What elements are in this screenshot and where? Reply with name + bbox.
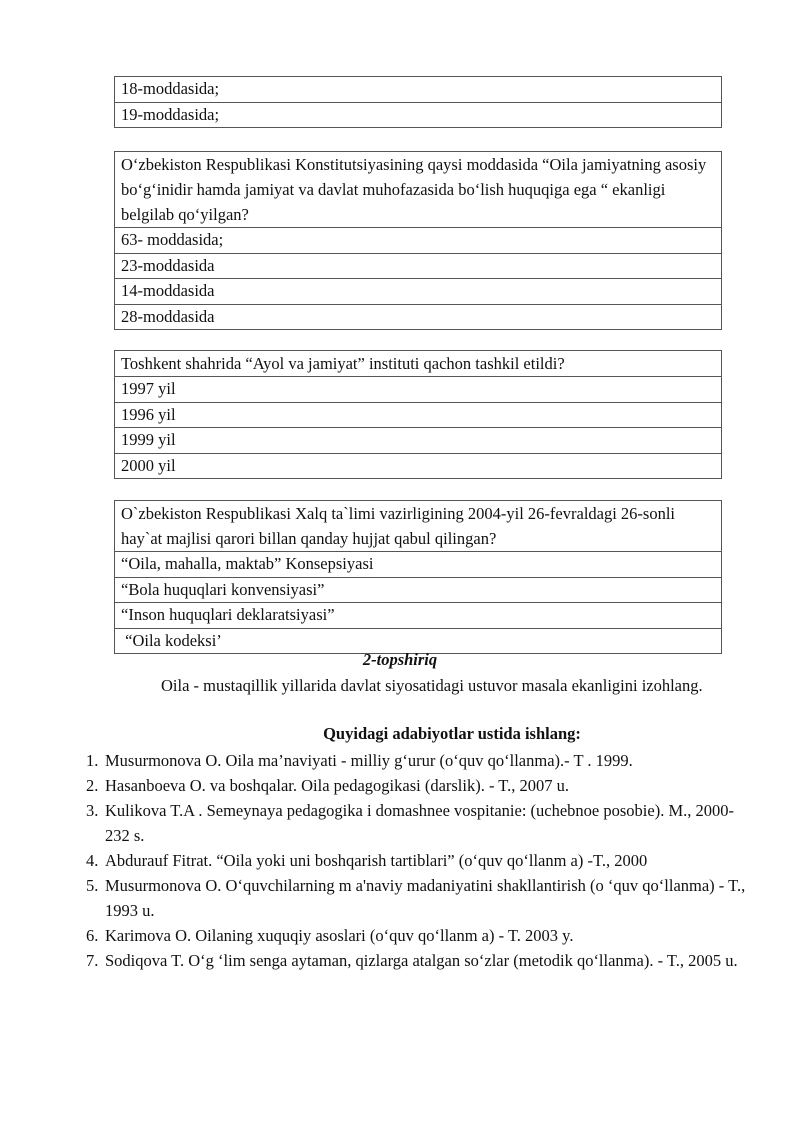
list-item-number: 2. [86,776,99,795]
list-item [86,873,746,923]
question-table-4 [114,500,722,654]
answer-option: “Oila kodeksi’ [115,628,722,654]
list-item-number: 3. [86,801,99,820]
question-table-1 [114,76,722,128]
literature-list [86,748,746,973]
question-table-3 [114,350,722,479]
question-text: O‘zbekiston Respublikasi Konstitutsiyasining qaysi moddasida “Oila jamiyatning asosiy bo‘g‘inidir hamda jamiyat va davlat muhofazasida bo‘lish huquqiga ega “ ekanligi belgilab qo‘yilgan? [115,152,722,228]
literature-heading: Quyidagi adabiyotlar ustida ishlang: [323,724,581,743]
task-body: Oila - mustaqillik yillarida davlat siyosatidagi ustuvor masala ekanligini izohlang. [161,676,703,695]
answer-option: 1996 yil [115,402,722,428]
list-item-text: Musurmonova O. Oila ma’naviyati - milliy g‘urur (o‘quv qo‘llanma).- T . 1999. [105,751,633,770]
answer-option: 1999 yil [115,428,722,454]
answer-option: 18-moddasida; [115,77,722,103]
list-item-text: Karimova O. Oilaning xuquqiy asoslari (o‘quv qo‘llanm a) - T. 2003 y. [105,926,574,945]
list-item-number: 7. [86,951,99,970]
answer-option: “Oila, mahalla, maktab” Konsepsiyasi [115,552,722,578]
list-item [86,923,746,948]
answer-option: 63- moddasida; [115,228,722,254]
list-item-text: Sodiqova T. O‘g ‘lim senga aytaman, qizlarga atalgan so‘zlar (metodik qo‘llanma). - T., 2005 u. [105,951,738,970]
list-item-text: Hasanboeva O. va boshqalar. Oila pedagogikasi (darslik). - T., 2007 u. [105,776,570,795]
answer-option: 19-moddasida; [115,102,722,128]
answer-option: 28-moddasida [115,304,722,330]
answer-option: “Inson huquqlari deklaratsiyasi” [115,603,722,629]
answer-option: “Bola huquqlari konvensiyasi” [115,577,722,603]
list-item [86,848,746,873]
question-table-2 [114,151,722,330]
list-item [86,948,746,973]
list-item-number: 4. [86,851,99,870]
answer-option: 1997 yil [115,377,722,403]
list-item-number: 5. [86,876,99,895]
list-item [86,798,746,848]
answer-option: 23-moddasida [115,253,722,279]
list-item-number: 1. [86,751,99,770]
answer-option: 14-moddasida [115,279,722,305]
list-item-number: 6. [86,926,99,945]
list-item [86,748,746,773]
question-text: O`zbekiston Respublikasi Xalq ta`limi vazirligining 2004-yil 26-fevraldagi 26-sonli hay`at majlisi qarori billan qanday hujjat qabul qilingan? [115,501,722,552]
list-item-text: Musurmonova O. O‘quvchilarning m a'naviy madaniyatini shakllantirish (o ‘quv qo‘llanma) - T., 1993 u. [105,876,746,920]
list-item-text: Abdurauf Fitrat. “Oila yoki uni boshqarish tartiblari” (o‘quv qo‘llanm a) -T., 2000 [105,851,648,870]
task-title: 2-topshiriq [362,650,438,669]
list-item-text: Kulikova T.A . Semeynaya pedagogika i domashnee vospitanie: (uchebnoe posobie). M., 2000-232 s. [105,801,734,845]
answer-option: 2000 yil [115,453,722,479]
list-item [86,773,746,798]
question-text: Toshkent shahrida “Ayol va jamiyat” instituti qachon tashkil etildi? [115,351,722,377]
